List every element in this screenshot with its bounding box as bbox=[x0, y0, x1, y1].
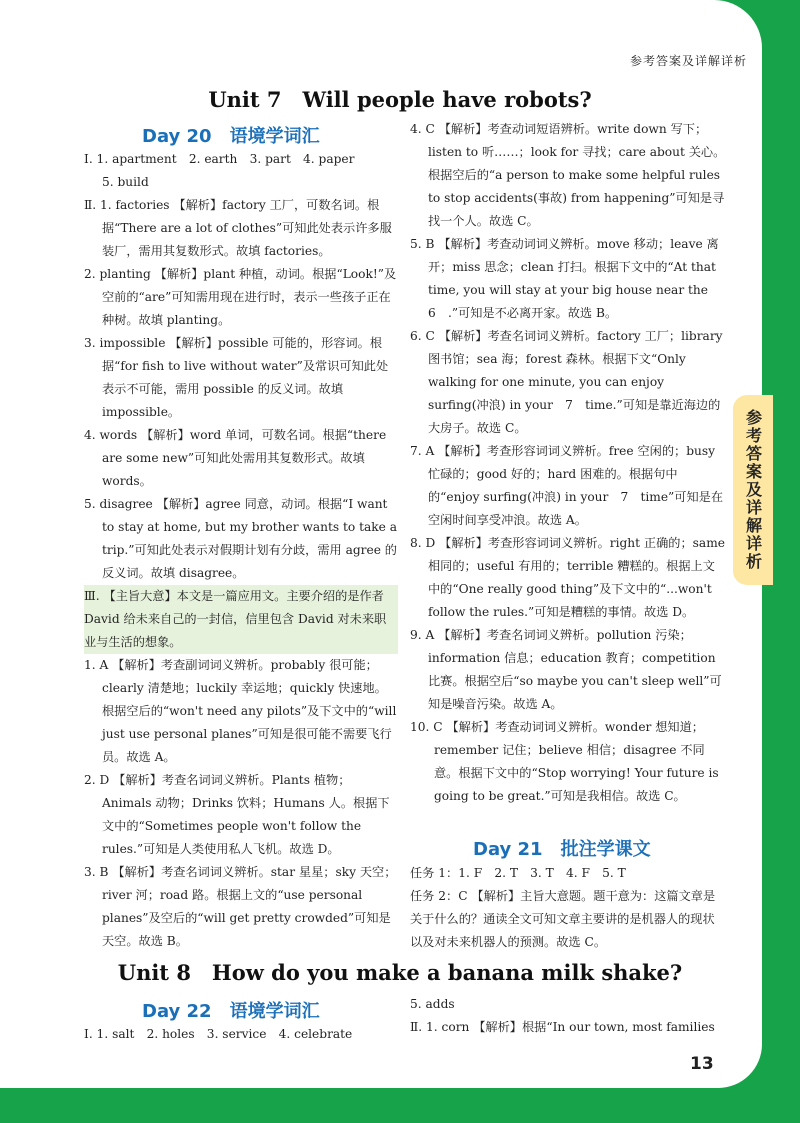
section-I-answer-5: 5. build bbox=[102, 175, 149, 189]
section-III-item-4: 4. C 【解析】考查动词短语辨析。write down 写下；listen to 听……；look for 寻找；care about 关心。根据空后的“a person to make some helpful rules to stop accidents(事故) from happening”可知是寻找一个人。故选 C。 bbox=[410, 122, 726, 228]
section-I-answers: Ⅰ. 1. apartment 2. earth 3. part 4. paper bbox=[84, 152, 355, 166]
day22-section-II-item-1: Ⅱ. 1. corn 【解析】根据“In our town, most families bbox=[410, 1020, 715, 1034]
day21-answers bbox=[410, 862, 726, 954]
task-1-answers: 任务 1：1. F 2. T 3. T 4. F 5. T bbox=[410, 866, 626, 880]
section-III-item-9: 9. A 【解析】考查名词词义辨析。pollution 污染；information 信息；education 教育；competition 比赛。根据空后“so maybe you can't sleep well”可知是噪音污染。故选 A。 bbox=[410, 628, 722, 711]
day20-title: Day 20 语境学词汇 bbox=[142, 126, 320, 147]
day22-right-column bbox=[410, 993, 726, 1039]
day22-answers bbox=[84, 1023, 398, 1046]
section-III-item-7: 7. A 【解析】考查形容词词义辨析。free 空闲的；busy 忙碌的；good 好的；hard 困难的。根据句中的“enjoy surfing(冲浪) in your 7 time”可知是在空闲时间享受冲浪。故选 A。 bbox=[410, 444, 724, 527]
section-III-item-2: 2. D 【解析】考查名词词义辨析。Plants 植物；Animals 动物；Drinks 饮料；Humans 人。根据下文中的“Sometimes people won't follow the rules.”可知是人类使用私人飞机。故选 D。 bbox=[84, 773, 390, 856]
section-II-item-3: 3. impossible 【解析】possible 可能的，形容词。根据“for fish to live without water”及常识可知此处表示不可能，需用 possible 的反义词。故填 impossible。 bbox=[84, 336, 389, 419]
section-III-item-6: 6. C 【解析】考查名词词义辨析。factory 工厂；library 图书馆；sea 海；forest 森林。根据下文“Only walking for one minute, you can enjoy surfing(冲浪) in your 7 time.”可知是靠近海边的大房子。故选 C。 bbox=[410, 329, 723, 435]
task-2-answer: 任务 2：C 【解析】主旨大意题。题干意为：这篇文章是关于什么的？通读全文可知文章主要讲的是机器人的现状以及对未来机器人的预测。故选 C。 bbox=[410, 889, 716, 949]
day22-item-5: 5. adds bbox=[410, 997, 455, 1011]
section-III-item-3: 3. B 【解析】考查名词词义辨析。star 星星；sky 天空；river 河；road 路。根据上文的“use personal planes”及空后的“will get pretty crowded”可知是天空。故选 B。 bbox=[84, 865, 397, 948]
section-II-item-5: 5. disagree 【解析】agree 同意，动词。根据“I want to stay at home, but my brother wants to take a trip.”可知此处表示对假期计划有分歧，需用 agree 的反义词。故填 disagree。 bbox=[84, 497, 397, 580]
section-III-item-1: 1. A 【解析】考查副词词义辨析。probably 很可能；clearly 清楚地；luckily 幸运地；quickly 快速地。根据空后的“won't need any pilots”及下文中的“will just use personal planes”可知是很可能不需要飞行员。故选 A。 bbox=[84, 658, 397, 764]
section-III-item-8: 8. D 【解析】考查形容词词义辨析。right 正确的；same 相同的；useful 有用的；terrible 糟糕的。根据上文中的“One really good thing”及下文中的“...won't follow the rules.”可知是糟糕的事情。故选 D。 bbox=[410, 536, 725, 619]
day22-section-I: Ⅰ. 1. salt 2. holes 3. service 4. celebrate bbox=[84, 1027, 353, 1041]
day21-title: Day 21 批注学课文 bbox=[473, 839, 651, 860]
page-number: 13 bbox=[690, 1054, 714, 1074]
section-III-item-10: 10. C 【解析】考查动词词义辨析。wonder 想知道；remember 记住；believe 相信；disagree 不同意。根据下文中的“Stop worrying! Your future is going to be great.”可知是我相信。故选 C。 bbox=[410, 720, 719, 803]
section-II-item-2: 2. planting 【解析】plant 种植，动词。根据“Look!”及空前的“are”可知需用现在进行时，表示一些孩子正在种树。故填 planting。 bbox=[84, 267, 397, 327]
right-column bbox=[410, 118, 726, 808]
side-tab: 参考答案及详解详析 bbox=[733, 395, 773, 585]
unit7-title: Unit 7 Will people have robots? bbox=[208, 87, 592, 112]
left-column bbox=[84, 148, 398, 953]
running-header: 参考答案及详解详析 bbox=[630, 54, 748, 68]
section-III-summary: Ⅲ. 【主旨大意】本文是一篇应用文。主要介绍的是作者 David 给未来自己的一封信，信里包含 David 对未来职业与生活的想象。 bbox=[84, 585, 398, 654]
section-II-item-4: 4. words 【解析】word 单词，可数名词。根据“there are some new”可知此处需用其复数形式。故填 words。 bbox=[84, 428, 387, 488]
section-II-item-1: Ⅱ. 1. factories 【解析】factory 工厂，可数名词。根据“There are a lot of clothes”可知此处表示许多服装厂，需用其复数形式。故填 factories。 bbox=[84, 198, 392, 258]
unit8-title: Unit 8 How do you make a banana milk shake? bbox=[117, 960, 683, 985]
day22-title: Day 22 语境学词汇 bbox=[142, 1001, 320, 1022]
section-III-item-5: 5. B 【解析】考查动词词义辨析。move 移动；leave 离开；miss 思念；clean 打扫。根据下文中的“At that time, you will stay at your big house near the 6 .”可知是不必离开家。故选 B。 bbox=[410, 237, 721, 320]
